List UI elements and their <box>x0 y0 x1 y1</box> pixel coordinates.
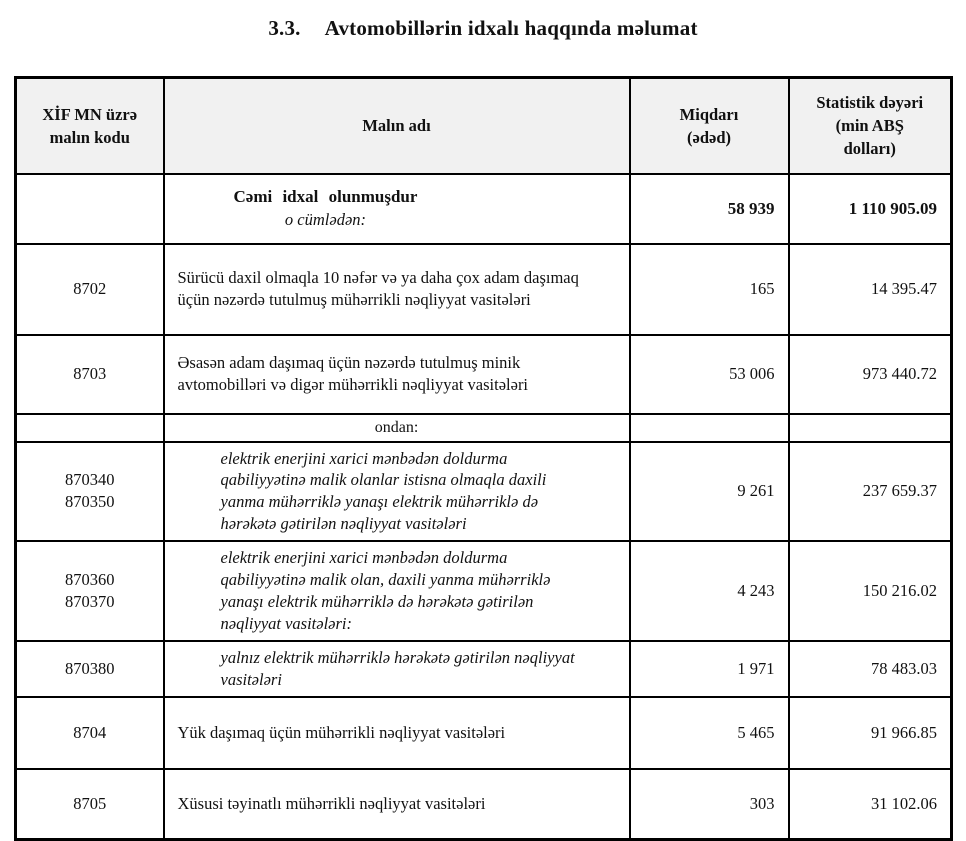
table-row <box>16 769 952 840</box>
table-row <box>16 541 952 641</box>
cell-qty: 4 243 <box>630 541 789 641</box>
cell-name: Əsasən adam daşımaq üçün nəzərdə tutulmuş minik avtomobilləri və digər mühərrikli nəqliyyat vasitələri <box>164 335 630 414</box>
section-number: 3.3. <box>268 16 301 40</box>
cell-name: Xüsusi təyinatlı mühərrikli nəqliyyat vasitələri <box>164 769 630 840</box>
code-line1: 870360 <box>65 569 115 589</box>
cell-code: 870380 <box>16 641 164 697</box>
cell-code: 8704 <box>16 697 164 769</box>
header-value-line1: Statistik dəyəri <box>816 93 924 113</box>
cell-qty: 5 465 <box>630 697 789 769</box>
header-qty-line1: Miqdarı <box>679 104 739 124</box>
cell-qty: 58 939 <box>630 174 789 244</box>
table-row-total <box>16 174 952 244</box>
header-code-line1: XİF MN üzrə <box>42 104 138 124</box>
page-title <box>0 16 966 41</box>
table-header-row <box>16 78 952 174</box>
cell-name <box>164 174 630 244</box>
cell-code: 8705 <box>16 769 164 840</box>
header-value-line2: (min ABŞ <box>835 116 904 136</box>
code-line2: 870350 <box>65 492 115 512</box>
cell-name: elektrik enerjini xarici mənbədən doldurma qabiliyyətinə malik olanlar istisna olmaqla daxili yanma mühərriklə yanaşı elektrik mühərriklə də hərəkətə gətirilən nəqliyyat vasitələri <box>164 442 630 542</box>
table-row <box>16 335 952 414</box>
cell-value <box>789 414 952 442</box>
cell-qty: 165 <box>630 244 789 335</box>
cell-value: 237 659.37 <box>789 442 952 542</box>
cell-value: 31 102.06 <box>789 769 952 840</box>
cell-name: Yük daşımaq üçün mühərrikli nəqliyyat vasitələri <box>164 697 630 769</box>
imports-table <box>14 76 953 841</box>
cell-code <box>16 414 164 442</box>
cell-value: 973 440.72 <box>789 335 952 414</box>
code-line2: 870370 <box>65 592 115 612</box>
cell-value: 150 216.02 <box>789 541 952 641</box>
cell-code <box>16 541 164 641</box>
cell-code <box>16 174 164 244</box>
table-row <box>16 442 952 542</box>
cell-qty: 303 <box>630 769 789 840</box>
cell-code: 8703 <box>16 335 164 414</box>
header-name <box>164 78 630 174</box>
cell-code: 8702 <box>16 244 164 335</box>
cell-value: 91 966.85 <box>789 697 952 769</box>
table-row-ondan <box>16 414 952 442</box>
section-title-text: Avtomobillərin idxalı haqqında məlumat <box>324 16 698 40</box>
header-qty <box>630 78 789 174</box>
total-label: Cəmi idxal olunmuşdur <box>233 187 418 207</box>
table-row <box>16 244 952 335</box>
cell-code <box>16 442 164 542</box>
cell-value: 1 110 905.09 <box>789 174 952 244</box>
cell-name: ondan: <box>164 414 630 442</box>
cell-name: Sürücü daxil olmaqla 10 nəfər və ya daha çox adam daşımaq üçün nəzərdə tutulmuş mühərrikli nəqliyyat vasitələri <box>164 244 630 335</box>
header-code-line2: malın kodu <box>49 127 130 147</box>
table-row <box>16 641 952 697</box>
table-row <box>16 697 952 769</box>
cell-qty: 53 006 <box>630 335 789 414</box>
header-name-text: Malın adı <box>362 116 431 136</box>
code-line1: 870340 <box>65 470 115 490</box>
cell-qty: 9 261 <box>630 442 789 542</box>
header-qty-line2: (ədəd) <box>687 127 731 147</box>
cell-name: yalnız elektrik mühərriklə hərəkətə gətirilən nəqliyyat vasitələri <box>164 641 630 697</box>
header-value <box>789 78 952 174</box>
header-code <box>16 78 164 174</box>
cell-qty <box>630 414 789 442</box>
cell-qty: 1 971 <box>630 641 789 697</box>
cell-value: 78 483.03 <box>789 641 952 697</box>
cell-value: 14 395.47 <box>789 244 952 335</box>
total-sublabel: o cümlədən: <box>284 209 367 229</box>
header-value-line3: dolları) <box>843 139 896 159</box>
total-label-block <box>234 186 418 231</box>
cell-name: elektrik enerjini xarici mənbədən doldurma qabiliyyətinə malik olan, daxili yanma mühərriklə yanaşı elektrik mühərriklə də hərəkətə gətirilən nəqliyyat vasitələri: <box>164 541 630 641</box>
